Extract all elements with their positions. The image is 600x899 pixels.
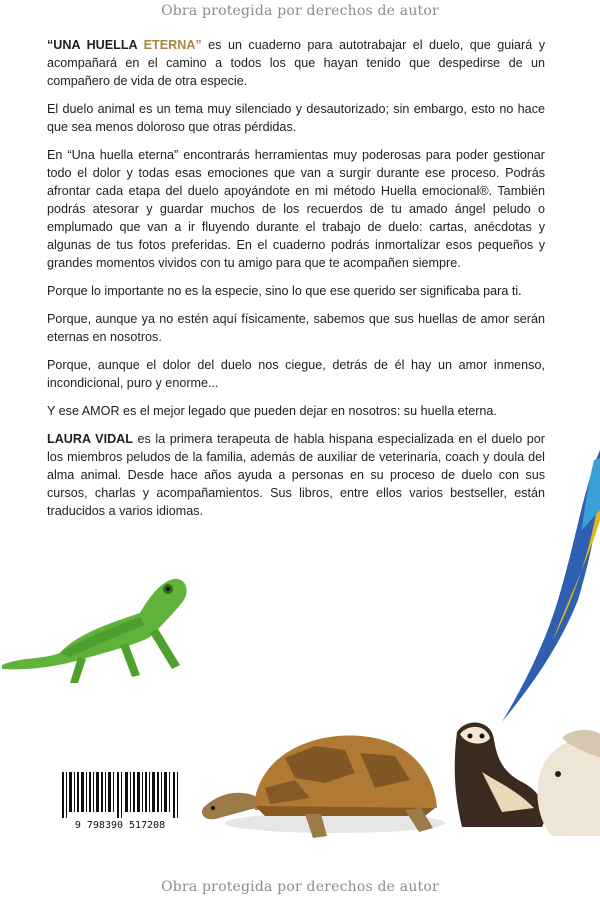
- isbn-barcode: [58, 770, 182, 840]
- rabbit-illustration: [532, 728, 600, 838]
- book-title-part2: ETERNA”: [143, 38, 202, 52]
- body-paragraph: En “Una huella eterna” encontrarás herramientas muy poderosas para poder gestionar todo el dolor y todas esas emociones que van a surgir durante ese proceso. Podrás afrontar cada etapa del duelo apoyándote en mi método Huella emocional®. También podrás atesorar y guardar muchos de los recuerdos de tu amado ángel peludo o emplumado que van a ir fluyendo durante el trabajo de duelo: cartas, anécdotas y algunas de tus fotos preferidas. En el cuaderno podrás inmortalizar esos pequeños y grandes momentos vividos con tu amigo para que te acompañen siempre.: [47, 148, 545, 270]
- parrot-illustration: [498, 450, 600, 730]
- intro-paragraph: [47, 36, 545, 90]
- author-bio: [47, 430, 545, 520]
- intro-text: es un cuaderno para autotrabajar el duelo, que guiará y acompañará en el camino a todos los que hayan tenido que despedirse de un compañero de vida de otra especie.: [47, 38, 545, 88]
- copyright-watermark-bottom: Obra protegida por derechos de autor: [161, 879, 439, 895]
- isbn-digits: 9 798390 517208: [74, 820, 166, 831]
- author-name: LAURA VIDAL: [47, 432, 133, 446]
- body-paragraph: Porque lo importante no es la especie, sino lo que ese querido ser significaba para ti.: [47, 284, 522, 298]
- back-cover-text: [47, 36, 545, 530]
- body-paragraph: El duelo animal es un tema muy silenciado y desautorizado; sin embargo, esto no hace que sea menos doloroso que otras pérdidas.: [47, 102, 545, 134]
- chameleon-illustration: [0, 565, 200, 695]
- body-paragraph: Y ese AMOR es el mejor legado que pueden dejar en nosotros: su huella eterna.: [47, 404, 497, 418]
- copyright-watermark-top: Obra protegida por derechos de autor: [161, 3, 439, 19]
- body-paragraph: Porque, aunque el dolor del duelo nos ciegue, detrás de él hay un amor inmenso, incondicional, puro y enorme...: [47, 358, 545, 390]
- book-title-part1: “UNA HUELLA: [47, 38, 144, 52]
- barcode-bars: [58, 770, 182, 820]
- body-paragraph: Porque, aunque ya no estén aquí físicamente, sabemos que sus huellas de amor serán eternas en nosotros.: [47, 312, 545, 344]
- tortoise-illustration: [195, 718, 450, 843]
- author-bio-text: es la primera terapeuta de habla hispana especializada en el duelo por los miembros peludos de la familia, además de auxiliar de veterinaria, coach y doula del alma animal. Desde hace años ayuda a personas en su proceso de duelo con sus cursos, charlas y acompañamientos. Sus libros, entre ellos varios bestseller, están traducidos a varios idiomas.: [47, 432, 545, 518]
